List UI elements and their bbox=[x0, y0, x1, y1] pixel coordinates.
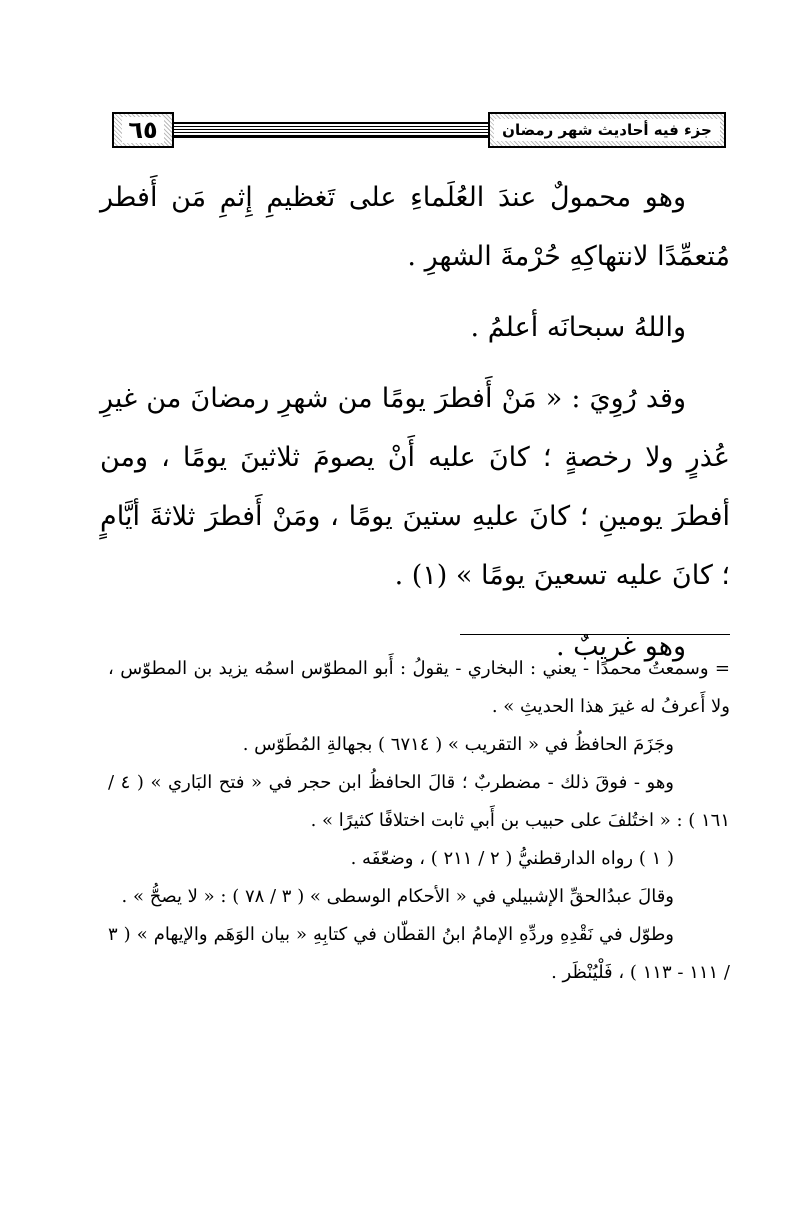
footnote-1: ( ١ ) رواه الدارقطنيُّ ( ٢ / ٢١١ ) ، وضعّفَه . bbox=[350, 848, 674, 869]
paragraph-2: واللهُ سبحانَه أعلمُ . bbox=[470, 312, 686, 343]
footnotes bbox=[108, 650, 730, 992]
running-title-box bbox=[488, 112, 726, 148]
paragraph-4: وهو غريبٌ . bbox=[555, 631, 686, 662]
footnote-divider bbox=[460, 634, 730, 635]
paragraph-1: وهو محمولٌ عندَ العُلَماءِ على تَغظيمِ إِثمِ مَن أَفطر مُتعمِّدًا لانتهاكِهِ حُرْمةَ الشهرِ . bbox=[100, 182, 730, 272]
footnote-line: وقالَ عبدُالحقِّ الإشبيلي في « الأحكام الوسطى » ( ٣ / ٧٨ ) : « لا يصحُّ » . bbox=[121, 886, 674, 907]
footnote-continuation: = وسمعتُ محمدًا - يعني : البخاري - يقولُ : أَبو المطوّس اسمُه يزيد بن المطوّس ، ولا أَعرفُ له غيرَ هذا الحديثِ » . bbox=[108, 658, 730, 717]
page-number-box bbox=[112, 112, 174, 148]
header-rule bbox=[174, 122, 488, 138]
page-number: ٦٥ bbox=[122, 117, 163, 143]
page-header bbox=[112, 112, 726, 150]
paragraph-3: وقد رُوِيَ : « مَنْ أَفطرَ يومًا من شهرِ رمضانَ من غيرِ عُذرٍ ولا رخصةٍ ؛ كانَ عليه أَنْ يصومَ ثلاثينَ يومًا ، ومن أفطرَ يومينِ ؛ كانَ عليهِ ستينَ يومًا ، ومَنْ أَفطرَ ثلاثةَ أيَّامٍ ؛ كانَ عليه تسعينَ يومًا » (١) . bbox=[100, 383, 730, 591]
footnote-line: وجَزَمَ الحافظُ في « التقريب » ( ٦٧١٤ ) بجهالةِ المُطَوّس . bbox=[242, 734, 674, 755]
main-text bbox=[100, 168, 730, 676]
footnote-line: وهو - فوقَ ذلك - مضطربٌ ؛ قالَ الحافظُ ابن حجر في « فتح البَاري » ( ٤ / ١٦١ ) : « اختُلفَ على حبيب بن أَبي ثابت اختلافًا كثيرًا » . bbox=[108, 772, 730, 831]
footnote-line: وطوّل في نَقْدِهِ وردِّهِ الإمامُ ابنُ القطّان في كتابِهِ « بيان الوَهَم والإيهام » ( ٣ / ١١١ - ١١٣ ) ، فَلْيُنْظَر . bbox=[108, 924, 730, 983]
running-title: جزء فيه أحاديث شهر رمضان bbox=[494, 119, 720, 141]
